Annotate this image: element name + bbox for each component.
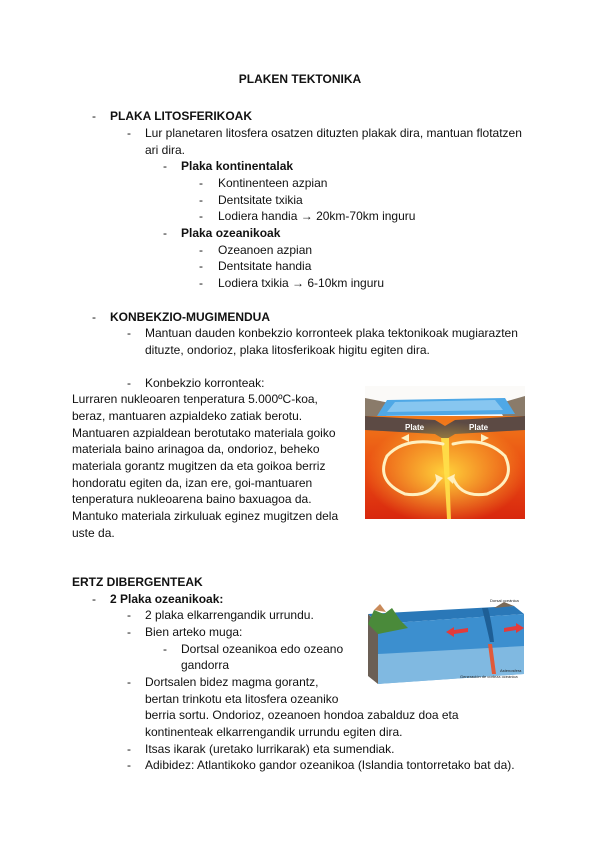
list-item: Bien arteko muga: (145, 625, 243, 639)
list-item: Itsas ikarak (uretako lurrikarak) eta sumendiak. (145, 742, 395, 756)
paragraph-line: tenperatura nukleoarena baino baxuagoa da. (72, 492, 312, 506)
plate-label-right: Plate (469, 423, 489, 432)
text-line: dituzte, ondorioz, plaka litosferikoak higitu egiten dira. (145, 343, 430, 357)
bullet-dash: - (163, 642, 167, 656)
list-item: Dentsitate handia (218, 259, 312, 273)
section-heading-convection: KONBEKZIO-MUGIMENDUA (110, 310, 270, 324)
subheading-continental: Plaka kontinentalak (181, 159, 294, 173)
bullet-dash: - (127, 376, 131, 390)
paragraph-line: Lurraren nukleoaren tenperatura 5.000ºC-koa, (72, 392, 318, 406)
label-dorsal: Dorsal oceánica (490, 598, 519, 603)
bullet-dash: - (199, 276, 203, 290)
bullet-dash: - (127, 608, 131, 622)
list-item: Lodiera handia → 20km-70km inguru (218, 209, 416, 223)
text-line: Mantuan dauden konbekzio korronteek plaka tektonikoak mugiarazten (145, 326, 518, 340)
convection-diagram (365, 386, 525, 519)
subheading-oceanic-plates: 2 Plaka ozeanikoak: (110, 592, 224, 606)
bullet-dash: - (127, 675, 131, 689)
bullet-dash: - (199, 209, 203, 223)
list-item: kontinenteak elkarrengandik urrundu egiten dira. (145, 725, 403, 739)
label-crust-generation: Generación de corteza oceánica (460, 674, 518, 679)
page-title: PLAKEN TEKTONIKA (238, 72, 362, 86)
section-heading-plates: PLAKA LITOSFERIKOAK (110, 109, 253, 123)
bullet-dash: - (127, 742, 131, 756)
list-item: bertan trinkotu eta litosfera ozeaniko (145, 692, 339, 706)
list-item: Ozeanoen azpian (218, 243, 313, 257)
text-line: Lur planetaren litosfera osatzen dituzten plakak dira, mantuan flotatzen (145, 126, 522, 140)
list-item: Adibidez: Atlantikoko gandor ozeanikoa (Islandia tontorretako bat da). (145, 758, 515, 772)
paragraph-line: materiala gorantz mugitzen da eta goikoa berriz (72, 459, 326, 473)
label-asthenosphere: Astenosfera (500, 668, 522, 673)
bullet-dash: - (199, 176, 203, 190)
list-item: Kontinenteen azpian (218, 176, 328, 190)
oceanic-ridge-diagram (364, 594, 526, 686)
paragraph-line: materiala baino arinagoa da, ondorioz, beheko (72, 442, 320, 456)
bullet-dash: - (127, 326, 131, 340)
bullet-dash: - (199, 193, 203, 207)
list-item: gandorra (181, 658, 230, 672)
bullet-dash: - (92, 310, 96, 324)
list-item: Dentsitate txikia (218, 193, 303, 207)
plate-label-left: Plate (405, 423, 425, 432)
paragraph-line: Mantuaren azpialdean berotutako materiala goiko (72, 426, 336, 440)
bullet-dash: - (163, 159, 167, 173)
text-line: Konbekzio korronteak: (145, 376, 265, 390)
bullet-dash: - (199, 259, 203, 273)
bullet-dash: - (127, 625, 131, 639)
subheading-oceanic: Plaka ozeanikoak (181, 226, 281, 240)
list-item: Dortsalen bidez magma gorantz, (145, 675, 319, 689)
list-item: berria sortu. Ondorioz, ozeanoen hondoa zabalduz doa eta (145, 708, 459, 722)
paragraph-line: Mantuko materiala zirkuluak eginez mugitzen dela (72, 509, 339, 523)
paragraph-line: uste da. (72, 526, 115, 540)
bullet-dash: - (92, 592, 96, 606)
list-item: Dortsal ozeanikoa edo ozeano (181, 642, 344, 656)
list-item: Lodiera txikia → 6-10km inguru (218, 276, 385, 290)
bullet-dash: - (199, 243, 203, 257)
bullet-dash: - (92, 109, 96, 123)
paragraph-line: hondoratu egiten da, izan ere, goi-mantuaren (72, 476, 313, 490)
text-line: ari dira. (145, 143, 186, 157)
paragraph-line: beraz, mantuaren azpialdeko zatiak berotu. (72, 409, 303, 423)
section-heading-divergent: ERTZ DIBERGENTEAK (72, 575, 203, 589)
bullet-dash: - (163, 226, 167, 240)
list-item: 2 plaka elkarrengandik urrundu. (145, 608, 314, 622)
bullet-dash: - (127, 126, 131, 140)
bullet-dash: - (127, 758, 131, 772)
